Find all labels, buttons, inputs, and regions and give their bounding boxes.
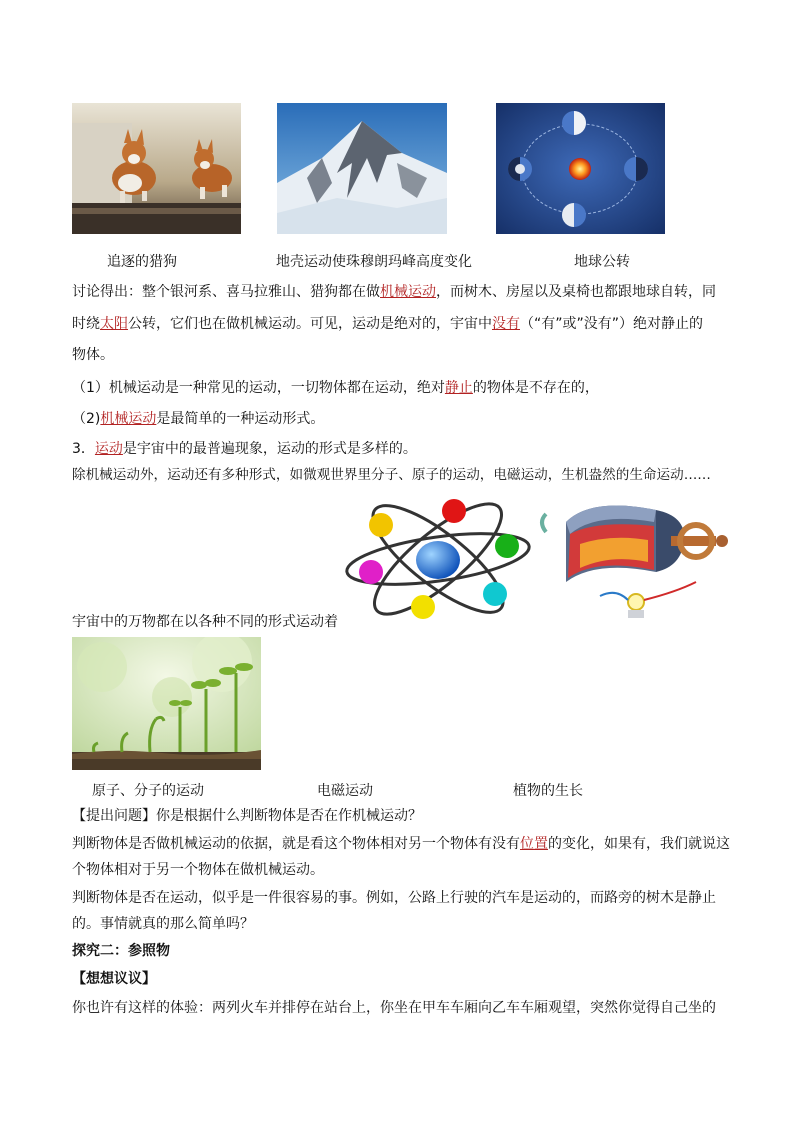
blank-answer: 太阳	[100, 316, 128, 332]
text: （2)	[72, 411, 101, 427]
paragraph-universe-motion: 宇宙中的万物都在以各种不同的形式运动着	[72, 614, 338, 630]
text: （1）机械运动是一种常见的运动，一切物体都在运动，绝对	[72, 380, 445, 396]
caption-atom: 原子、分子的运动	[92, 783, 204, 799]
paragraph-example-line-1: 判断物体是否在运动，似乎是一件很容易的事。例如，公路上行驶的汽车是运动的，而路旁的树木是静止	[72, 890, 716, 906]
earth-orbit-photo	[496, 103, 665, 234]
dogs-photo	[72, 103, 241, 234]
caption-earth-orbit: 地球公转	[574, 254, 630, 270]
paragraph-criterion-line-1	[72, 834, 730, 854]
paragraph-conclusion-line-1	[72, 282, 716, 302]
item-3	[72, 439, 417, 459]
text: 是宇宙中的最普遍现象，运动的形式是多样的。	[122, 441, 417, 457]
plant-growth-image	[72, 637, 261, 770]
text: 公转，它们也在做机械运动。可见，运动是绝对的，宇宙中	[128, 316, 492, 332]
think-discuss-heading: 【想想议议】	[72, 971, 156, 987]
paragraph-criterion-line-2: 个物体相对于另一个物体在做机械运动。	[72, 862, 324, 878]
text: 的物体是不存在的，	[472, 380, 599, 396]
text: 是最简单的一种运动形式。	[156, 411, 325, 427]
paragraph-conclusion-line-2	[72, 314, 703, 334]
section-heading: 探究二：参照物	[72, 943, 170, 959]
text: （“有”或”没有”）绝对静止的	[520, 316, 704, 332]
text: ，而树木、房屋以及桌椅也都跟地球自转，同	[436, 284, 716, 300]
item-1	[72, 378, 599, 398]
text: 时绕	[72, 316, 100, 332]
caption-everest: 地壳运动使珠穆朗玛峰高度变化	[276, 254, 472, 270]
text: 讨论得出：整个银河系、喜马拉雅山、猎狗都在做	[72, 284, 380, 300]
blank-answer: 机械运动	[100, 411, 157, 427]
blank-answer: 静止	[444, 380, 473, 396]
atom-model-image	[343, 495, 533, 620]
mount-everest-photo	[277, 103, 447, 234]
caption-dogs: 追逐的猎狗	[107, 254, 177, 270]
caption-plant-growth: 植物的生长	[513, 783, 583, 799]
text: 的变化，如果有，我们就说这	[548, 836, 730, 852]
paragraph-conclusion-line-3: 物体。	[72, 347, 114, 363]
question-title: 【提出问题】你是根据什么判断物体是否在作机械运动？	[72, 808, 422, 824]
paragraph-train-experience: 你也许有这样的体验：两列火车并排停在站台上，你坐在甲车车厢向乙车车厢观望，突然你觉得自己坐的	[72, 1000, 716, 1016]
caption-electromagnetic: 电磁运动	[317, 783, 373, 799]
item-2	[72, 409, 324, 429]
blank-answer: 运动	[94, 441, 123, 457]
paragraph-example-line-2: 的。事情就真的那么简单吗？	[72, 916, 254, 932]
text: 判断物体是否做机械运动的依据，就是看这个物体相对另一个物体有没有	[72, 836, 520, 852]
blank-answer: 没有	[492, 316, 520, 332]
blank-answer: 机械运动	[380, 284, 436, 300]
text: 3．	[72, 441, 95, 457]
electric-motor-image	[536, 492, 728, 626]
blank-answer: 位置	[520, 836, 548, 852]
paragraph-motion-forms: 除机械运动外，运动还有多种形式，如微观世界里分子、原子的运动，电磁运动，生机盎然的生命运动……	[72, 467, 711, 483]
